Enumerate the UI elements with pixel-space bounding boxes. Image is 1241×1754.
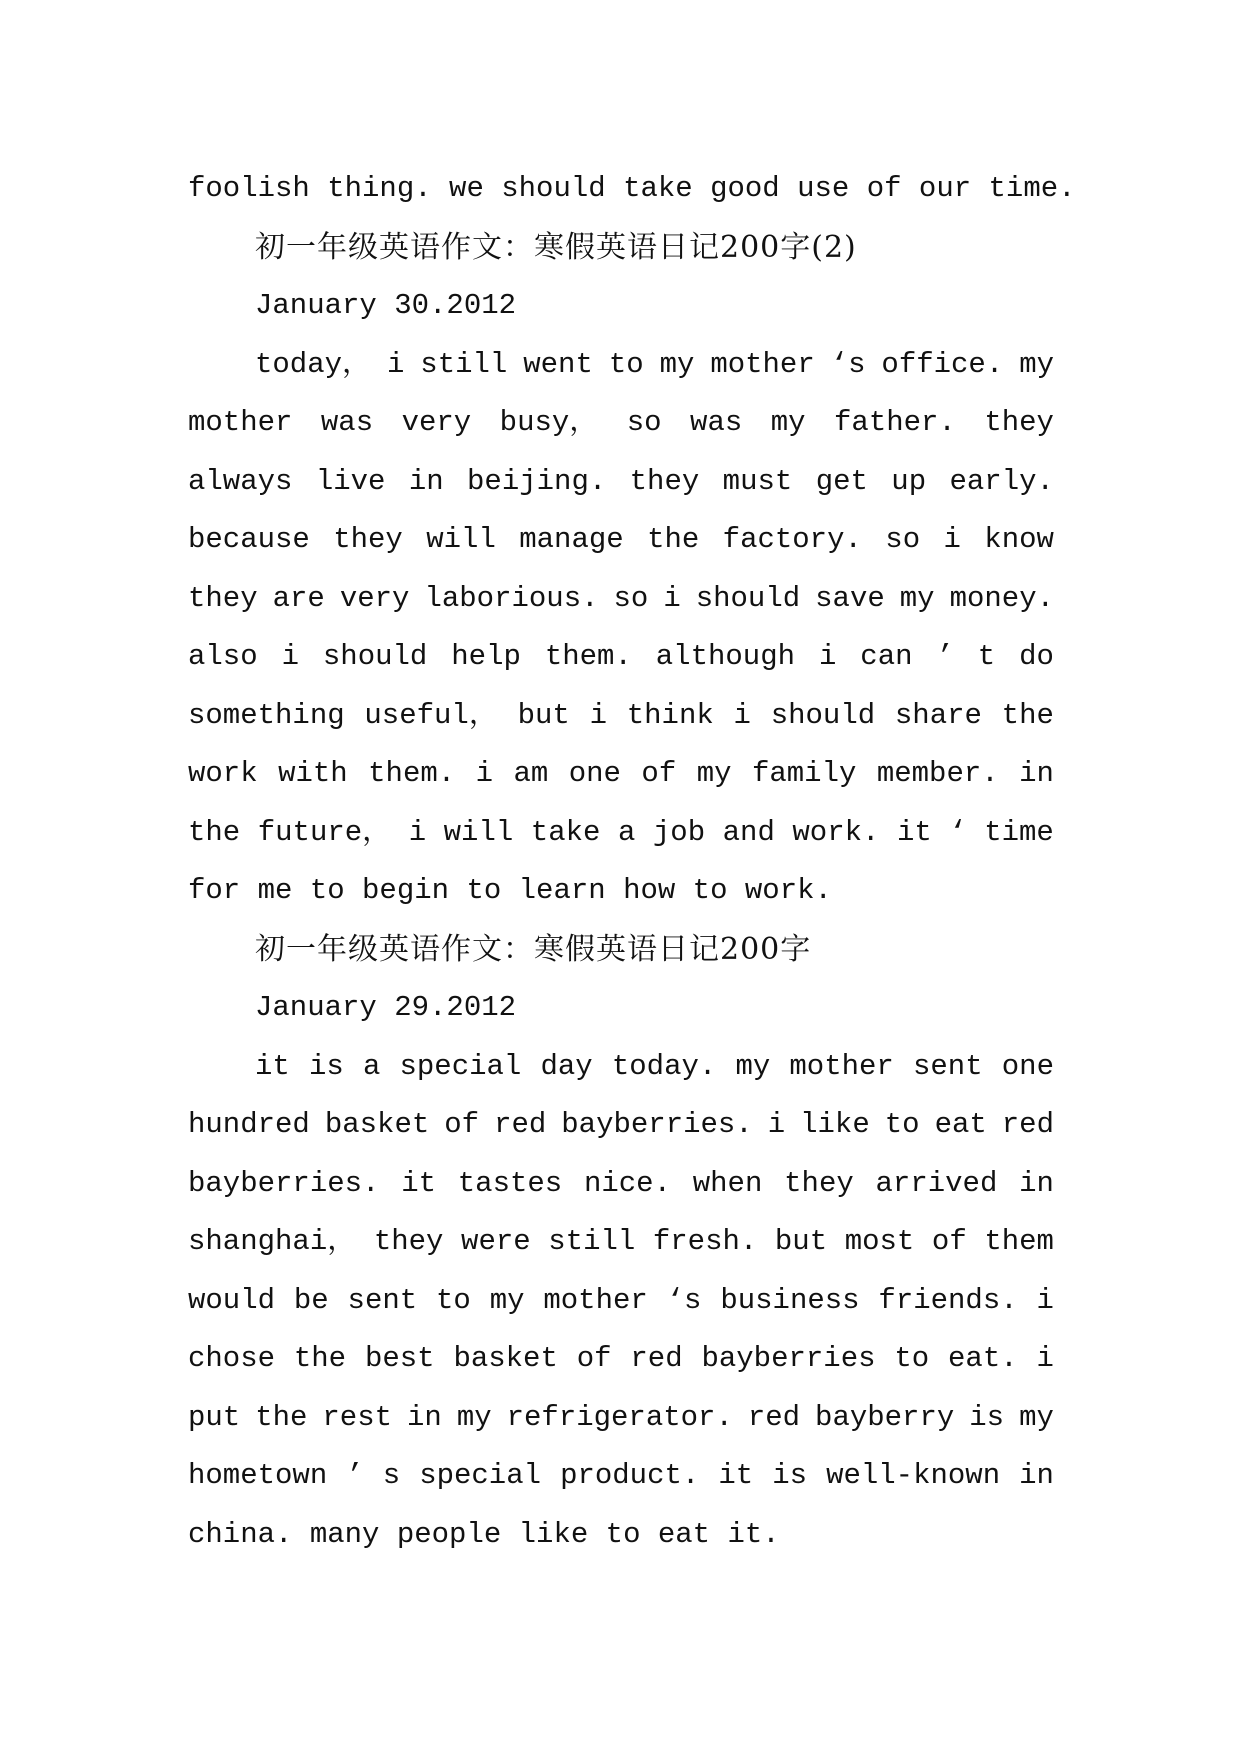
word: to [894,1342,930,1375]
word: busy， [499,406,599,439]
word: so [626,406,662,439]
word: s [382,1459,401,1492]
word: the [1001,698,1054,732]
word: my [899,581,935,615]
word: of [444,1108,480,1141]
word: chose [188,1342,276,1375]
word: were [461,1225,531,1258]
word: very [339,581,410,615]
paragraph-line [188,745,1054,804]
word: father. [834,406,956,439]
paragraph-line [188,511,1054,570]
word: arrived [875,1166,998,1200]
word: my [696,757,732,790]
paragraph-line [188,1389,1054,1448]
word: best [364,1342,435,1375]
word: but [774,1225,828,1258]
word: a [617,815,636,849]
word: do [1019,640,1054,673]
word: to [436,1283,471,1317]
diary-date: January 29.2012 [255,991,517,1024]
word: member. [876,757,999,790]
word: the [293,1342,347,1375]
word: work [188,757,258,790]
word: ‘ [949,815,967,849]
paragraph-line [188,1447,1054,1506]
word: was [690,406,743,439]
word: red [630,1342,683,1375]
word: day [540,1049,593,1083]
word: with [278,757,348,790]
word: get [815,464,868,498]
word: today. [611,1049,717,1083]
word: beijing. [467,464,607,498]
word: it [718,1459,754,1492]
word: live [315,464,386,498]
word: eat. [948,1342,1018,1375]
word: i [767,1108,786,1141]
word: laborious. [424,581,599,615]
document-body [188,160,1076,1564]
word: t [977,640,996,673]
word: my [1019,1400,1054,1434]
word: be [293,1283,329,1317]
word: it [255,1049,290,1083]
word: hometown [188,1459,328,1492]
word: my [1019,347,1054,381]
word: so [613,581,649,615]
word: a [362,1049,381,1083]
word: was [320,406,374,439]
word: in [1019,1166,1054,1200]
word: friends. [878,1283,1018,1317]
word: i [589,698,607,732]
word: of [931,1225,967,1258]
word: but [517,698,570,732]
word: is [308,1049,344,1083]
section-heading: 初一年级英语作文：寒假英语日记200字(2) [255,229,857,265]
word: they [784,1166,854,1200]
word: i [943,523,961,556]
word: still [548,1225,636,1258]
word: i [1036,1342,1054,1375]
word: they [373,1225,444,1258]
paragraph-line [188,1096,1054,1155]
word: rest [322,1400,393,1434]
word: today， [255,347,372,381]
word: mother [710,347,815,381]
word: to [608,347,644,381]
word: well-known [826,1459,1001,1492]
word: red [747,1400,801,1434]
word: because [188,523,310,556]
word: office. [881,347,1004,381]
word: i [281,640,299,673]
paragraph-line [188,570,1054,629]
word: something [188,698,345,732]
word: when [692,1166,763,1200]
word: my [456,1400,492,1434]
word: red [494,1108,547,1141]
word: mother [789,1049,894,1083]
word: shanghai， [188,1225,357,1258]
word: work. [792,815,880,849]
word: mother [188,406,293,439]
word: take [530,815,601,849]
word: the [255,1400,308,1434]
word: save [815,581,885,615]
word: will [426,523,496,556]
word: money. [949,581,1054,615]
diary-date: January 30.2012 [255,289,517,322]
word: fresh. [652,1225,758,1258]
word: bayberries. [561,1108,753,1141]
paragraph-line [188,1038,1054,1097]
word: sent [347,1283,418,1317]
word: and [722,815,775,849]
paragraph-line [188,687,1054,746]
word: they [188,581,258,615]
word: also [188,640,258,673]
word: went [523,347,593,381]
word: the [188,815,241,849]
word: would [188,1283,276,1317]
paragraph-line [188,1155,1054,1214]
word: ’ [346,1459,364,1492]
word: they [629,464,700,498]
word: always [188,464,293,498]
word: mother [543,1283,648,1317]
paragraph-line [188,628,1054,687]
word: they [333,523,403,556]
word: i [818,640,837,673]
word: should [322,640,428,673]
word: in [407,1400,442,1434]
word: special [399,1049,522,1083]
word: my [735,1049,771,1083]
word: up [891,464,927,498]
word: ’ [936,640,954,673]
paragraph-line [188,394,1054,453]
word: share [894,698,982,732]
word: refrigerator. [506,1400,733,1434]
word: am [513,757,549,790]
word: in [1019,1459,1054,1492]
word: special [419,1459,542,1492]
word: factory. [722,523,862,556]
word: early. [949,464,1054,498]
word: basket [324,1108,430,1141]
word: bayberries [701,1342,876,1375]
word: them [984,1225,1054,1258]
word: one [568,757,621,790]
word: useful， [364,698,498,732]
word: hundred [188,1108,310,1141]
word: tastes [457,1166,563,1200]
word: in [1019,757,1054,790]
word: will [443,815,514,849]
word: put [188,1400,241,1434]
word: i [408,815,427,849]
paragraph-line [188,336,1054,395]
word: job [652,815,706,849]
word: i [475,757,494,790]
word: to [884,1108,920,1141]
word: i [386,347,405,381]
word: very [401,406,472,439]
word: they [984,406,1054,439]
word: is [969,1400,1005,1434]
word: ‘s [666,1283,702,1317]
word: sent [912,1049,983,1083]
word: eat [934,1108,987,1141]
word: can [860,640,913,673]
word: help [451,640,521,673]
word: my [489,1283,525,1317]
word: red [1001,1108,1054,1141]
word: basket [453,1342,558,1375]
word: future， [257,815,392,849]
word: the [647,523,700,556]
word: think [626,698,714,732]
word: know [984,523,1054,556]
paragraph-line [188,1213,1054,1272]
word: it [401,1166,437,1200]
paragraph-line: for me to begin to learn how to work. [188,874,832,907]
word: still [420,347,508,381]
word: must [722,464,793,498]
word: in [408,464,444,498]
word: ‘s [830,347,866,381]
paragraph-line: foolish thing. we should take good use of our time. [188,172,1076,205]
section-heading: 初一年级英语作文：寒假英语日记200字 [255,931,812,967]
word: them. [544,640,632,673]
paragraph-line [188,1272,1054,1331]
word: bayberry [815,1400,955,1434]
word: of [576,1342,612,1375]
word: so [885,523,921,556]
word: it [896,815,932,849]
word: should [770,698,876,732]
word: i [1036,1283,1054,1317]
word: family [751,757,857,790]
word: product. [560,1459,700,1492]
word: most [844,1225,915,1258]
word: like [800,1108,870,1141]
paragraph-line [188,453,1054,512]
paragraph-line [188,804,1054,863]
word: of [641,757,677,790]
word: i [733,698,751,732]
word: are [272,581,325,615]
word: should [695,581,801,615]
word: bayberries. [188,1166,380,1200]
word: manage [519,523,624,556]
word: time [984,815,1054,849]
paragraph-line: china. many people like to eat it. [188,1517,780,1551]
paragraph-line [188,1330,1054,1389]
word: business [720,1283,860,1317]
word: i [663,581,681,615]
word: my [659,347,695,381]
word: them. [368,757,456,790]
word: nice. [583,1166,671,1200]
word: my [770,406,806,439]
word: although [655,640,796,673]
word: one [1001,1049,1054,1083]
word: is [772,1459,808,1492]
